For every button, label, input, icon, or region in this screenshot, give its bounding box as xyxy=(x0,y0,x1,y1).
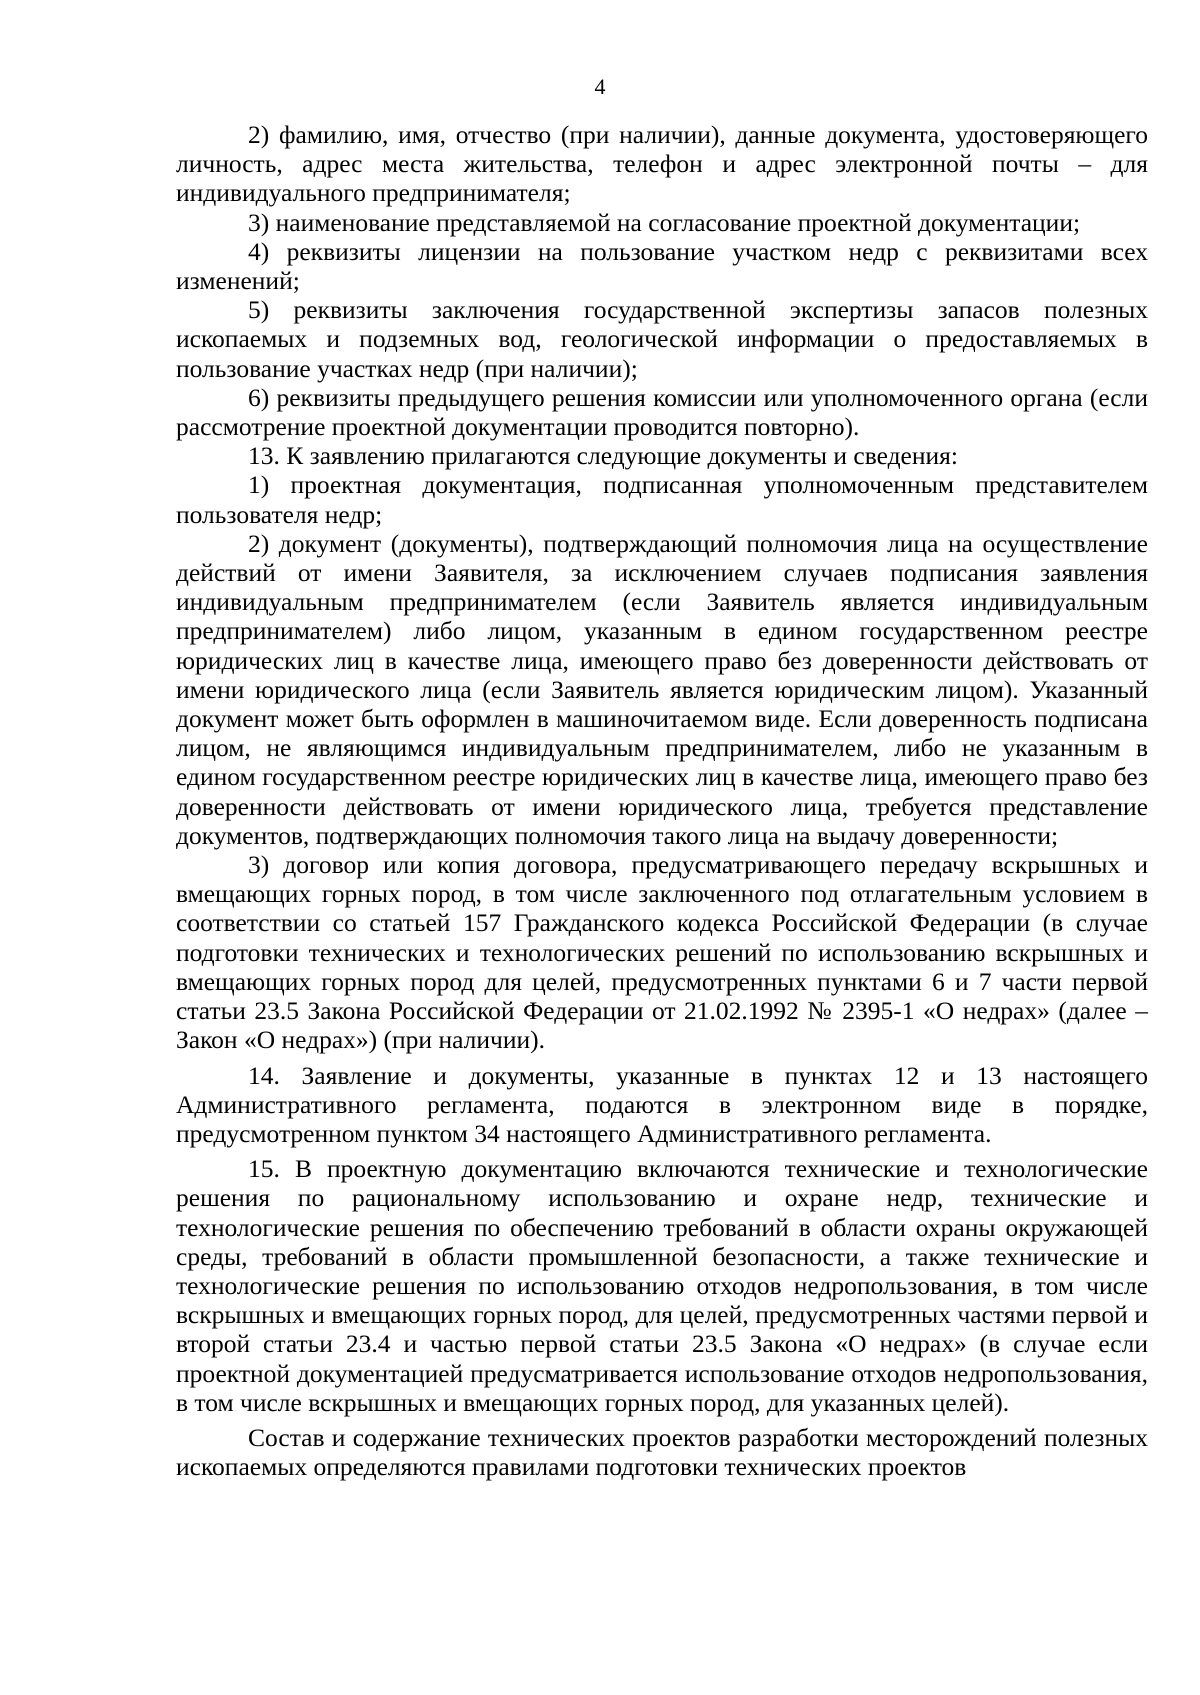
paragraph-technical-projects: Состав и содержание технических проектов разработки месторождений полезных ископаемых определяются правилами подготовки технических проектов xyxy=(176,1422,1148,1482)
paragraph-item-2-applicant-personal-data: 2) фамилию, имя, отчество (при наличии), данные документа, удостоверяющего личность, адрес места жительства, телефон и адрес электронной почты – для индивидуального предпринимателя; xyxy=(176,120,1148,208)
page-number: 4 xyxy=(594,74,606,99)
paragraph-item-3-documentation-name: 3) наименование представляемой на согласование проектной документации; xyxy=(248,207,1081,237)
paragraph-item-5-expertise-details: 5) реквизиты заключения государственной экспертизы запасов полезных ископаемых и подземных вод, геологической информации о предоставляемых в пользование участках недр (при наличии); xyxy=(176,295,1148,383)
paragraph-item-4-license-details: 4) реквизиты лицензии на пользование участком недр с реквизитами всех изменений; xyxy=(176,236,1148,296)
paragraph-clause-13-item-3: 3) договор или копия договора, предусматривающего передачу вскрышных и вмещающих горных пород, в том числе заключенного под отлагательным условием в соответствии со статьей 157 Гражданского кодекса Российской Федерации (в случае подготовки технических и технологических решений по использованию вскрышных и вмещающих горных пород для целей, предусмотренных пунктами 6 и 7 части первой статьи 23.5 Закона Российской Федерации от 21.02.1992 № 2395-1 «О недрах» (далее – Закон «О недрах») (при наличии). xyxy=(176,850,1148,1055)
paragraph-clause-13: 13. К заявлению прилагаются следующие документы и сведения: xyxy=(248,441,958,471)
document-body xyxy=(176,120,1148,1481)
paragraph-item-6-previous-decision: 6) реквизиты предыдущего решения комиссии или уполномоченного органа (если рассмотрение проектной документации проводится повторно). xyxy=(176,382,1148,442)
paragraph-clause-13-item-2: 2) документ (документы), подтверждающий полномочия лица на осуществление действий от имени Заявителя, за исключением случаев подписания заявления индивидуальным предпринимателем (если Заявитель является индивидуальным предпринимателем) либо лицом, указанным в едином государственном реестре юридических лиц в качестве лица, имеющего право без доверенности действовать от имени юридического лица (если Заявитель является юридическим лицом). Указанный документ может быть оформлен в машиночитаемом виде. Если доверенность подписана лицом, не являющимся индивидуальным предпринимателем, либо не указанным в едином государственном реестре юридических лиц в качестве лица, имеющего право без доверенности действовать от имени юридического лица, требуется представление документов, подтверждающих полномочия такого лица на выдачу доверенности; xyxy=(176,528,1148,850)
paragraph-clause-15: 15. В проектную документацию включаются технические и технологические решения по рациональному использованию и охране недр, технические и технологические решения по обеспечению требований в области охраны окружающей среды, требований в области промышленной безопасности, а также технические и технологические решения по использованию отходов недропользования, в том числе вскрышных и вмещающих горных пород, для целей, предусмотренных частями первой и второй статьи 23.4 и частью первой статьи 23.5 Закона «О недрах» (в случае если проектной документацией предусматривается использование отходов недропользования, в том числе вскрышных и вмещающих горных пород, для указанных целей). xyxy=(176,1154,1148,1417)
paragraph-clause-13-item-1: 1) проектная документация, подписанная уполномоченным представителем пользователя недр; xyxy=(176,470,1148,529)
paragraph-clause-14: 14. Заявление и документы, указанные в пунктах 12 и 13 настоящего Административного регламента, подаются в электронном виде в порядке, предусмотренном пунктом 34 настоящего Административного регламента. xyxy=(176,1060,1148,1148)
